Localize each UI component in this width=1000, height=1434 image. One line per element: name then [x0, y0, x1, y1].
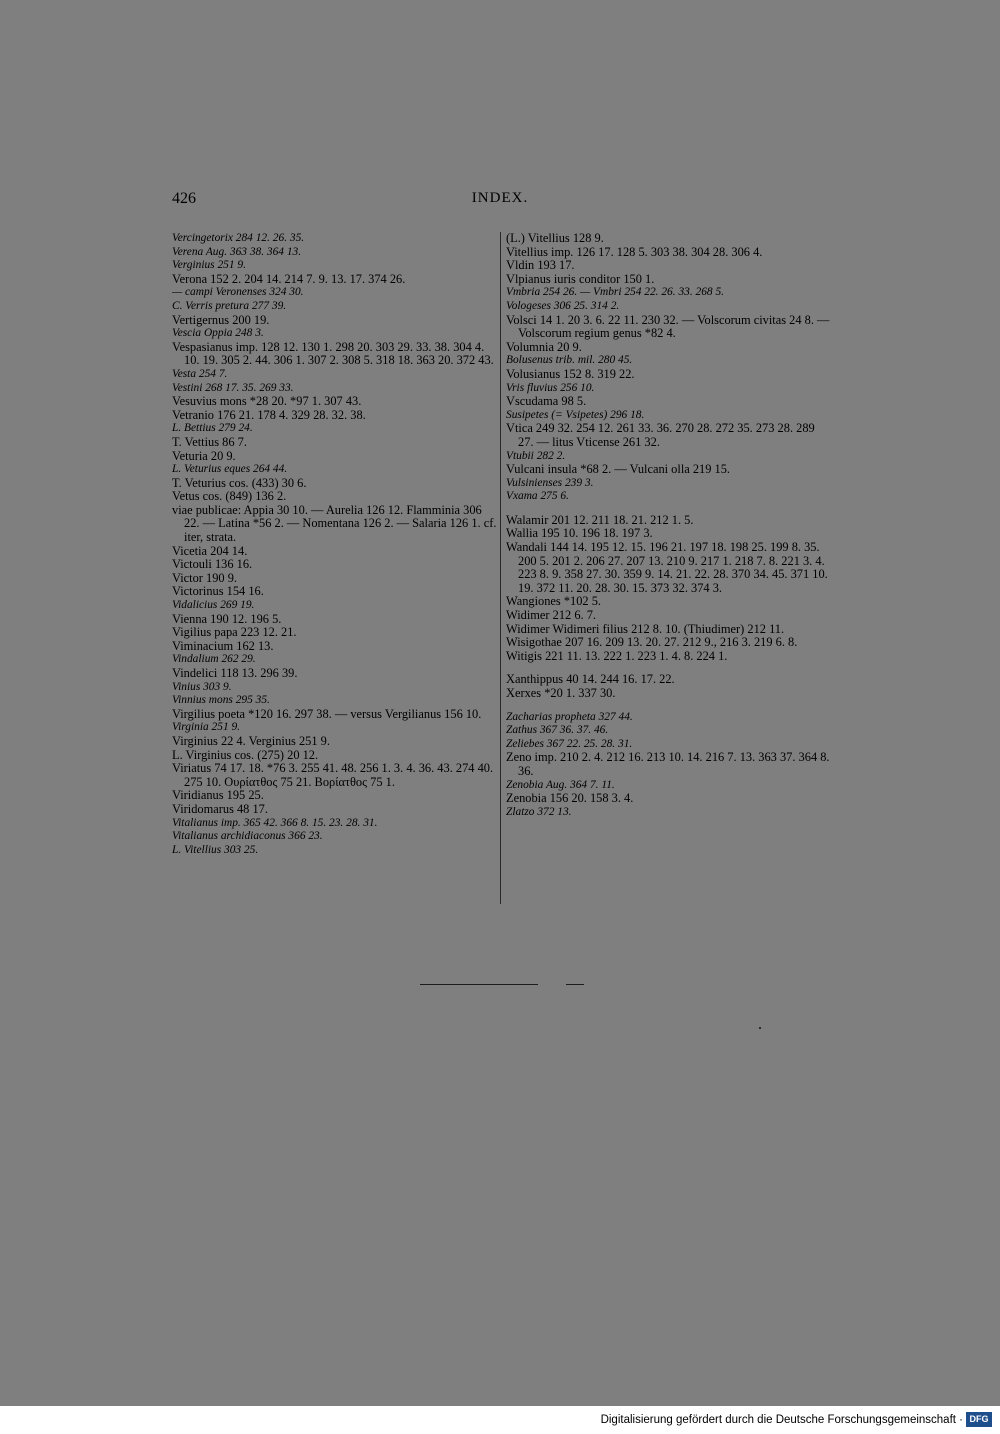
index-entry: Vmbria 254 26. — Vmbri 254 22. 26. 33. 268 5.: [506, 286, 725, 299]
index-entry: Verona 152 2. 204 14. 214 7. 9. 13. 17. 374 26.: [172, 271, 406, 286]
funding-credit: Digitalisierung gefördert durch die Deutsche Forschungsgemeinschaft ·: [600, 1414, 963, 1426]
index-entry: Vlpianus iuris conditor 150 1.: [506, 271, 655, 286]
index-entry: Verena Aug. 363 38. 364 13.: [172, 245, 302, 258]
index-entry: Zenobia 156 20. 158 3. 4.: [506, 791, 634, 806]
index-entry: Zathus 367 36. 37. 46.: [506, 724, 609, 737]
index-entry: viae publicae: Appia 30 10. — Aurelia 126 12. Flamminia 306 22. — Latina *56 2. — Nomentana 126 2. — Salaria 126 1. cf. iter, strata.: [172, 502, 497, 545]
index-entry: Victouli 136 16.: [172, 557, 253, 572]
index-entry: Zlatzo 372 13.: [506, 805, 572, 818]
index-entry: Vidalicius 269 19.: [172, 599, 255, 612]
index-entry: Vestini 268 17. 35. 269 33.: [172, 381, 294, 394]
index-entry: Virginius 22 4. Verginius 251 9.: [172, 733, 330, 748]
end-rule: [420, 984, 538, 985]
index-entry: — campi Veronenses 324 30.: [172, 286, 304, 299]
page-number: 426: [172, 190, 196, 207]
index-entry: L. Bettius 279 24.: [172, 422, 253, 435]
index-entry: (L.) Vitellius 128 9.: [506, 231, 604, 245]
index-entry: Victorinus 154 16.: [172, 584, 264, 599]
index-entry: Vtubii 282 2.: [506, 449, 566, 462]
index-entry: Widimer 212 6. 7.: [506, 608, 597, 623]
index-entry: Susipetes (= Vsipetes) 296 18.: [506, 408, 645, 421]
index-entry: Viminacium 162 13.: [172, 638, 274, 653]
index-entry: T. Vettius 86 7.: [172, 434, 247, 449]
index-entry: Verginius 251 9.: [172, 259, 246, 272]
index-entry: Vulcani insula *68 2. — Vulcani olla 219 15.: [506, 462, 731, 477]
index-entry: Wisigothae 207 16. 209 13. 20. 27. 212 9., 216 3. 219 6. 8.: [506, 635, 798, 650]
index-entry: Victor 190 9.: [172, 570, 237, 585]
index-entry: Witigis 221 11. 13. 222 1. 223 1. 4. 8. 224 1.: [506, 648, 728, 663]
dfg-logo: DFG: [966, 1412, 992, 1427]
index-entry: Vigilius papa 223 12. 21.: [172, 625, 297, 640]
index-entry: Vxama 275 6.: [506, 490, 569, 503]
index-entry: Xerxes *20 1. 337 30.: [506, 686, 616, 700]
index-entry: Vindalium 262 29.: [172, 653, 256, 666]
index-entry: Vologeses 306 25. 314 2.: [506, 299, 620, 312]
index-entry: Viridianus 195 25.: [172, 788, 264, 803]
index-entry: Vespasianus imp. 128 12. 130 1. 298 20. 303 29. 33. 38. 304 4. 10. 19. 305 2. 44. 306 1. 307 2. 308 5. 318 18. 363 20. 372 43.: [172, 339, 494, 368]
index-entry: Zenobia Aug. 364 7. 11.: [506, 778, 615, 791]
index-entry: Vinnius mons 295 35.: [172, 694, 270, 707]
index-entry: Virgilius poeta *120 16. 297 38. — versus Vergilianus 156 10.: [172, 706, 482, 721]
index-entry: Vienna 190 12. 196 5.: [172, 611, 282, 626]
index-entry: Volusianus 152 8. 319 22.: [506, 366, 635, 381]
index-entry: Vindelici 118 13. 296 39.: [172, 666, 298, 680]
index-entry: Vercingetorix 284 12. 26. 35.: [172, 232, 305, 244]
index-entry: Vris fluvius 256 10.: [506, 381, 595, 394]
index-entry: Vetus cos. (849) 136 2.: [172, 489, 287, 504]
index-entry: Vertigernus 200 19.: [172, 312, 270, 327]
index-entry: Xanthippus 40 14. 244 16. 17. 22.: [506, 672, 675, 687]
index-entry: Vitalianus imp. 365 42. 366 8. 15. 23. 28. 31.: [172, 816, 378, 829]
index-entry: Vitalianus archidiaconus 366 23.: [172, 830, 323, 843]
index-entry: Zeno imp. 210 2. 4. 212 16. 213 10. 14. 216 7. 13. 363 37. 364 8. 36.: [506, 750, 830, 778]
index-entry: Walamir 201 12. 211 18. 21. 212 1. 5.: [506, 512, 694, 527]
index-entry: Vscudama 98 5.: [506, 394, 587, 409]
column-divider: [500, 232, 501, 904]
index-entry: Zeliebes 367 22. 25. 28. 31.: [506, 737, 633, 750]
index-entry: L. Virginius cos. (275) 20 12.: [172, 747, 319, 762]
index-entry: Zacharias propheta 327 44.: [506, 710, 633, 723]
index-entry: Vitellius imp. 126 17. 128 5. 303 38. 304 28. 306 4.: [506, 244, 763, 259]
index-entry: Bolusenus trib. mil. 280 45.: [506, 354, 633, 367]
index-entry: T. Veturius cos. (433) 30 6.: [172, 475, 307, 490]
index-column-right: [506, 232, 832, 819]
index-entry: Volsci 14 1. 20 3. 6. 22 11. 230 32. — Volscorum civitas 24 8. — Volscorum regium genus *82 4.: [506, 312, 830, 341]
index-entry: Vetranio 176 21. 178 4. 329 28. 32. 38.: [172, 407, 366, 422]
running-head: INDEX.: [471, 190, 529, 206]
index-entry: Veturia 20 9.: [172, 448, 236, 463]
index-entry: C. Verris pretura 277 39.: [172, 299, 287, 312]
end-rule-short: [566, 984, 584, 985]
index-entry: Virginia 251 9.: [172, 721, 241, 734]
index-entry: Viridomarus 48 17.: [172, 801, 268, 816]
index-entry: Wallia 195 10. 196 18. 197 3.: [506, 526, 653, 541]
index-entry: Viriatus 74 17. 18. *76 3. 255 41. 48. 256 1. 3. 4. 36. 43. 274 40. 275 10. Ουρίατθος 75 21. Βορίατθος 75 1.: [172, 761, 494, 789]
index-entry: Volumnia 20 9.: [506, 339, 582, 354]
index-entry: L. Veturius eques 264 44.: [172, 463, 288, 476]
index-entry: L. Vitellius 303 25.: [172, 843, 259, 856]
index-entry: Wangiones *102 5.: [506, 594, 602, 609]
index-entry: Vicetia 204 14.: [172, 543, 248, 558]
index-entry: Vtica 249 32. 254 12. 261 33. 36. 270 28. 272 35. 273 28. 289 27. — litus Vticense 261 32.: [506, 421, 815, 449]
index-gap: [506, 701, 832, 711]
index-entry: Widimer Widimeri filius 212 8. 10. (Thiudimer) 212 11.: [506, 621, 785, 636]
index-entry: Vescia Oppia 248 3.: [172, 327, 264, 340]
index-entry: Vesta 254 7.: [172, 367, 228, 380]
index-column-left: [172, 232, 498, 857]
index-entry: Vesuvius mons *28 20. *97 1. 307 43.: [172, 394, 362, 409]
scan-speck: [759, 1027, 761, 1029]
footer-bar: [0, 1406, 1000, 1434]
index-entry: Vldin 193 17.: [506, 258, 575, 273]
index-entry: Vulsinienses 239 3.: [506, 476, 594, 489]
index-entry: Vinius 303 9.: [172, 680, 232, 693]
index-entry: Wandali 144 14. 195 12. 15. 196 21. 197 18. 198 25. 199 8. 35. 200 5. 201 2. 206 27. 207 13. 210 9. 217 1. 218 7. 8. 221 3. 4. 223 8. 9. 358 27. 30. 359 9. 14. 21. 22. 28. 370 34. 45. 371 10. 19. 372 11. 20. 28. 30. 15. 373 32. 374 3.: [506, 540, 828, 595]
